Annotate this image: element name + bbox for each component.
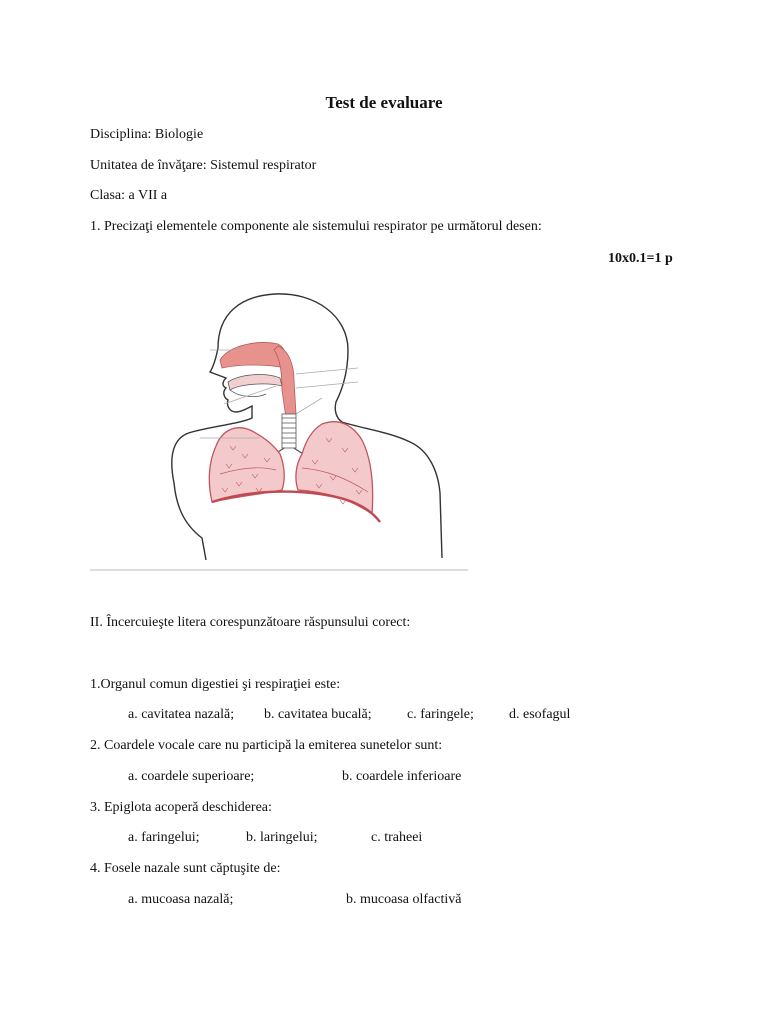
unit-line: Unitatea de învăţare: Sistemul respirator bbox=[90, 158, 317, 173]
right-lung bbox=[296, 422, 373, 514]
score-label: 10x0.1=1 p bbox=[608, 251, 673, 266]
respiratory-system-diagram bbox=[90, 278, 470, 573]
option-b: b. cavitatea bucală; bbox=[264, 707, 372, 722]
question-2-2-text: 2. Coardele vocale care nu participă la emiterea sunetelor sunt: bbox=[90, 738, 443, 753]
option-a: a. cavitatea nazală; bbox=[128, 707, 235, 722]
question-2-1-text: 1.Organul comun digestiei şi respiraţiei este: bbox=[90, 677, 341, 692]
class-line: Clasa: a VII a bbox=[90, 188, 168, 203]
question-2-4-text: 4. Fosele nazale sunt căptuşite de: bbox=[90, 861, 281, 876]
discipline-line: Disciplina: Biologie bbox=[90, 127, 204, 142]
question-1-text: 1. Precizaţi elementele componente ale sistemului respirator pe următorul desen: bbox=[90, 219, 542, 234]
trachea bbox=[282, 414, 296, 448]
option-d: d. esofagul bbox=[509, 707, 571, 722]
section-2-heading: II. Încercuieşte litera corespunzătoare răspunsului corect: bbox=[90, 615, 411, 630]
option-b: b. laringelui; bbox=[246, 830, 318, 845]
option-a: a. faringelui; bbox=[128, 830, 200, 845]
option-b: b. coardele inferioare bbox=[342, 769, 462, 784]
option-a: a. mucoasa nazală; bbox=[128, 892, 234, 907]
body-outline bbox=[172, 294, 442, 560]
option-c: c. faringele; bbox=[407, 707, 474, 722]
question-2-3-text: 3. Epiglota acoperă deschiderea: bbox=[90, 800, 272, 815]
option-b: b. mucoasa olfactivă bbox=[346, 892, 462, 907]
option-c: c. traheei bbox=[371, 830, 423, 845]
page-title: Test de evaluare bbox=[325, 93, 443, 112]
option-a: a. coardele superioare; bbox=[128, 769, 255, 784]
oral-cavity bbox=[228, 375, 282, 390]
